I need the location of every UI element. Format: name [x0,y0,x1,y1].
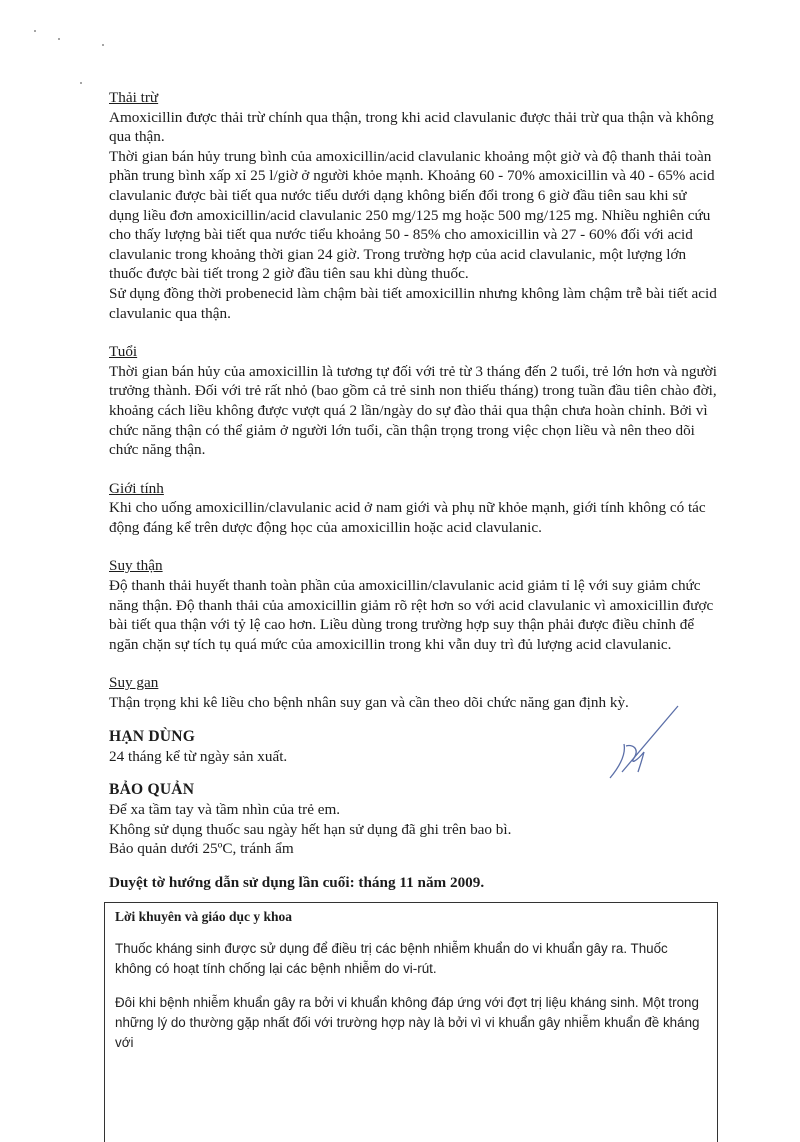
section-heading: Giới tính [109,479,164,497]
storage-line: Không sử dụng thuốc sau ngày hết hạn sử dụng đã ghi trên bao bì. [109,820,512,838]
section-heading: Suy gan [109,674,159,692]
storage-heading: BẢO QUẢN [109,781,195,799]
section-gender [109,479,717,538]
paragraph: Sử dụng đồng thời probenecid làm chậm bài tiết amoxicillin nhưng không làm chậm trễ bài tiết acid clavulanic qua thận. [109,284,717,322]
signature [600,700,690,795]
section-heading: Suy thận [109,557,163,575]
scan-speck [34,30,36,32]
storage-line: Bảo quản dưới 25ºC, tránh ẩm [109,840,294,858]
paragraph: Thời gian bán hủy của amoxicillin là tương tự đối với trẻ từ 3 tháng đến 2 tuổi, trẻ lớn hơn và người trưởng thành. Đối với trẻ rất nhỏ (bao gồm cả trẻ sinh non thiếu tháng) trong tuần đầu tiên chào đời, khoảng cách liều không được vượt quá 2 lần/ngày do sự đào thải qua thận chưa hoàn chỉnh. Bởi vì chức năng thận có thể giảm ở người lớn tuổi, cần thận trọng trong việc chọn liều và nên theo dõi chức năng thận. [109,362,717,459]
scan-speck [102,44,104,46]
section-elimination [109,88,717,323]
advice-box [104,902,718,1142]
advice-paragraph: Đôi khi bệnh nhiễm khuẩn gây ra bởi vi khuẩn không đáp ứng với đợt trị liệu kháng sinh. Một trong những lý do thường gặp nhất đối với trường hợp này là bởi vì vi khuẩn gây nhiễm khuẩn đề kháng với [115,995,700,1050]
paragraph: Thận trọng khi kê liều cho bệnh nhân suy gan và cần theo dõi chức năng gan định kỳ. [109,694,629,712]
paragraph: Khi cho uống amoxicillin/clavulanic acid ở nam giới và phụ nữ khỏe mạnh, giới tính không có tác động đáng kể trên dược động học của amoxicillin hoặc acid clavulanic. [109,499,706,536]
advice-paragraph: Thuốc kháng sinh được sử dụng để điều trị các bệnh nhiễm khuẩn do vi khuẩn gây ra. Thuốc không có hoạt tính chống lại các bệnh nhiễm do vi-rút. [115,941,668,976]
shelf-life-heading: HẠN DÙNG [109,727,196,745]
scan-speck [58,38,60,40]
section-heading: Thải trừ [109,89,159,106]
shelf-life-text: 24 tháng kể từ ngày sản xuất. [109,747,288,765]
paragraph: Độ thanh thải huyết thanh toàn phần của amoxicillin/clavulanic acid giảm tỉ lệ với suy giảm chức năng thận. Độ thanh thải của amoxicillin giảm rõ rệt hơn so với acid clavulanic vì amoxicillin được bài tiết qua thận với tỷ lệ cao hơn. Liều dùng trong trường hợp suy thận phải được điều chỉnh để ngăn chặn sự tích tụ quá mức của amoxicillin trong khi vẫn duy trì đủ lượng acid clavulanic. [109,577,714,653]
paragraph: Thời gian bán hủy trung bình của amoxicillin/acid clavulanic khoảng một giờ và độ thanh thải toàn phần trung bình xấp xỉ 25 l/giờ ở người khỏe mạnh. Khoảng 60 - 70% amoxicillin và 40 - 65% acid clavulanic được bài tiết qua nước tiểu dưới dạng không biến đổi trong 6 giờ đầu tiên sau khi sử dụng liều đơn amoxicillin/acid clavulanic 250 mg/125 mg hoặc 500 mg/125 mg. Nhiều nghiên cứu cho thấy lượng bài tiết qua nước tiểu khoảng 50 - 85% cho amoxicillin và 27 - 60% đối với acid clavulanic trong khoảng thời gian 24 giờ. Trong trường hợp của acid clavulanic, một lượng lớn thuốc được bài tiết trong 2 giờ đầu tiên sau khi dùng thuốc. [109,147,715,283]
section-age [109,342,717,460]
paragraph: Amoxicillin được thải trừ chính qua thận, trong khi acid clavulanic được thải trừ qua thận và không qua thận. [109,108,714,146]
section-renal [109,556,717,654]
section-heading: Tuổi [109,343,138,361]
advice-box-title: Lời khuyên và giáo dục y khoa [115,909,293,924]
approval-date: Duyệt tờ hướng dẫn sử dụng lần cuối: tháng 11 năm 2009. [109,874,485,891]
storage-line: Để xa tầm tay và tầm nhìn của trẻ em. [109,801,341,819]
scan-speck [80,82,82,84]
